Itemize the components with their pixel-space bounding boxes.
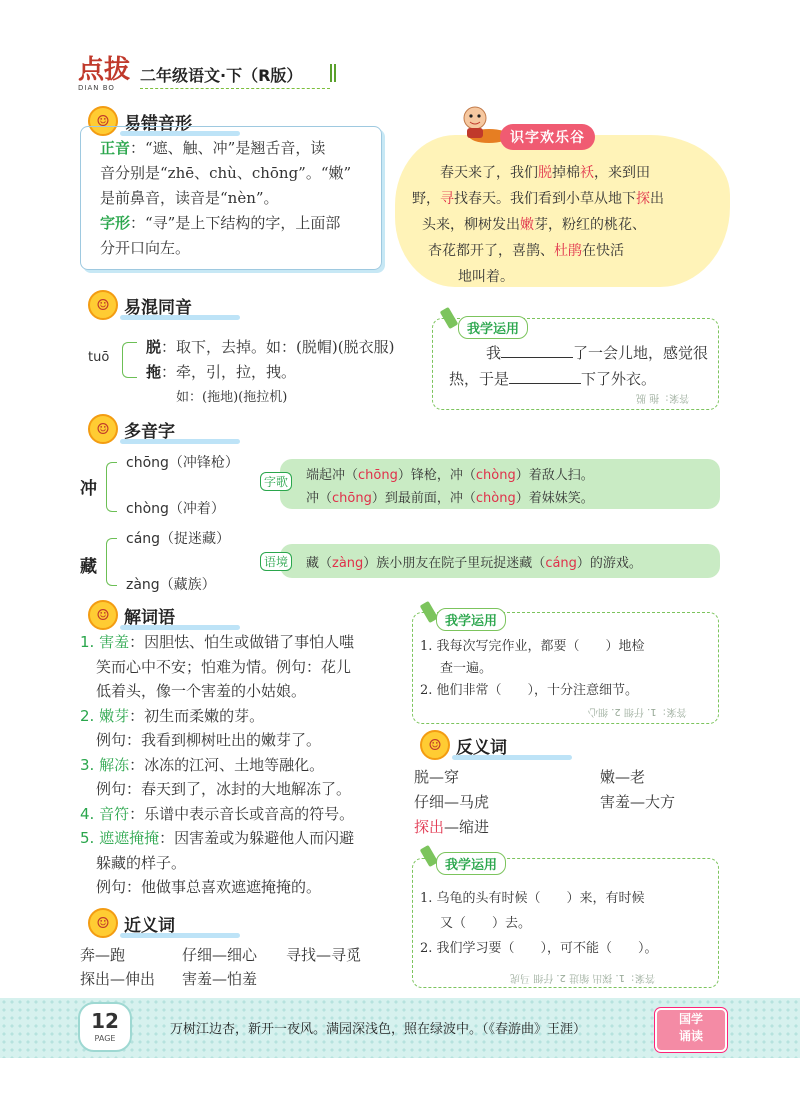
mascot-icon: ☺ bbox=[88, 908, 118, 938]
antonym-pair: 仔细—马虎 bbox=[414, 793, 490, 811]
jieci-line: 低着头，像一个害羞的小姑娘。 bbox=[96, 682, 307, 700]
jieci-line: 例句：他做事总喜欢遮遮掩掩的。 bbox=[96, 878, 322, 896]
chong-char: 冲 bbox=[80, 479, 97, 499]
guoxue-badge bbox=[655, 1008, 727, 1052]
jieci-line: 例句：春天到了，冰封的大地解冻了。 bbox=[96, 780, 352, 798]
page-number: 12 bbox=[91, 1009, 119, 1033]
synonym-pair: 奔—跑 bbox=[80, 946, 126, 964]
section-header-fanyi bbox=[420, 730, 507, 760]
section-title: 易混同音 bbox=[124, 297, 192, 318]
section-title: 易错音形 bbox=[124, 113, 192, 134]
synonym-pair: 仔细—细心 bbox=[182, 946, 258, 964]
practice3-answer: 答案：1. 探出 缩进 2. 仔细 马虎 bbox=[510, 972, 655, 983]
logo-text: 点拔 bbox=[78, 55, 131, 85]
cang-p2: zàng（藏族） bbox=[126, 577, 216, 593]
tuo-item-1: 脱：取下，去掉。如：(脱帽)(脱衣服) bbox=[146, 338, 395, 356]
zige-line1: 端起冲（chōng）锋枪，冲（chòng）着敌人扫。 bbox=[306, 468, 594, 483]
yujing-tag: 语境 bbox=[260, 552, 292, 571]
mascot-icon: ☺ bbox=[88, 290, 118, 320]
jieci-line: 2. 嫩芽：初生而柔嫩的芽。 bbox=[80, 706, 265, 725]
header-divider bbox=[140, 88, 330, 89]
section-title: 解词语 bbox=[124, 607, 175, 628]
page-number-box bbox=[78, 1002, 132, 1052]
chong-p1: chōng（冲锋枪） bbox=[126, 455, 239, 471]
practice1-line1: 我 了一会儿地，感觉很 bbox=[486, 344, 709, 362]
synonym-pair: 探出—伸出 bbox=[80, 970, 156, 988]
synonym-pair: 害羞—怕羞 bbox=[182, 970, 258, 988]
antonym-pair: 嫩—老 bbox=[600, 768, 646, 786]
badge-line1: 国学 bbox=[678, 1012, 703, 1026]
practice-tag: 我学运用 bbox=[436, 852, 506, 875]
jieci-line: 1. 害羞：因胆怯、怕生或做错了事怕人嗤 bbox=[80, 633, 355, 651]
yicuo-text: 正音：“遮、触、冲”是翘舌音，读 音分别是“zhē、chù、chōng”。“嫩” 是前鼻音，读音是“nèn”。 字形：“寻”是上下结构的字，上面部 分开口向左。 bbox=[100, 139, 352, 257]
logo-subtext: DIAN BO bbox=[78, 84, 115, 92]
badge-line2: 诵读 bbox=[678, 1029, 703, 1043]
antonym-pair: 脱—穿 bbox=[414, 768, 460, 786]
antonym-pair: 害羞—大方 bbox=[600, 793, 676, 811]
footer-poem: 万树江边杏，新开一夜风。满园深浅色，照在绿波中。（《春游曲》王涯） bbox=[170, 1022, 587, 1037]
chong-p2: chòng（冲着） bbox=[126, 501, 225, 517]
brace bbox=[106, 538, 117, 586]
section-header-yihun bbox=[88, 290, 192, 320]
jieci-line: 例句：我看到柳树吐出的嫩芽了。 bbox=[96, 731, 322, 749]
book-title: 二年级语文·下（R版） bbox=[140, 66, 303, 85]
mascot-icon: ☺ bbox=[88, 106, 118, 136]
antonym-pair: 探出—缩进 bbox=[414, 818, 490, 836]
mascot-icon: ☺ bbox=[420, 730, 450, 760]
synonym-pair: 寻找—寻觅 bbox=[286, 946, 362, 964]
section-header-duoyin bbox=[88, 414, 175, 444]
practice-tag: 我学运用 bbox=[436, 608, 506, 631]
practice3-content: 1. 乌龟的头有时候（ ）来，有时候 又（ ）去。 2. 我们学习要（ ），可不能（ ）。 bbox=[420, 891, 658, 956]
section-title: 多音字 bbox=[124, 421, 175, 442]
page-header bbox=[0, 0, 800, 95]
brace bbox=[122, 342, 137, 378]
jieci-line: 3. 解冻：冰冻的江河、土地等融化。 bbox=[80, 755, 325, 774]
practice1-answer: 答案：拖 脱 bbox=[636, 392, 690, 403]
mascot-icon: ☺ bbox=[88, 600, 118, 630]
tuo-pinyin: tuō bbox=[88, 350, 110, 365]
tuo-item-2: 拖：牵，引，拉，拽。 bbox=[146, 363, 297, 381]
zige-tag: 字歌 bbox=[260, 472, 292, 491]
section-title: 反义词 bbox=[456, 737, 507, 758]
section-title: 近义词 bbox=[124, 915, 175, 936]
tuo-example: 如：(拖地)(拖拉机) bbox=[176, 390, 288, 405]
jieci-line: 躲藏的样子。 bbox=[96, 853, 187, 872]
section-header-jinyi bbox=[88, 908, 175, 938]
section-header-jieci bbox=[88, 600, 175, 630]
mascot-icon: ☺ bbox=[88, 414, 118, 444]
zige-line2: 冲（chōng）到最前面，冲（chòng）着妹妹笑。 bbox=[306, 491, 594, 506]
page-label: PAGE bbox=[94, 1034, 116, 1043]
fun-valley-text: 春天来了，我们脱掉棉袄，来到田 野，寻找春天。我们看到小草从地下探出 头来，柳树发出嫩芽，粉红的桃花、 杏花都开了，喜鹊、杜鹃在快活 地叫着。 bbox=[412, 165, 664, 285]
jieci-line: 5. 遮遮掩掩：因害羞或为躲避他人而闪避 bbox=[80, 829, 355, 847]
title-bars-decoration bbox=[330, 64, 338, 84]
practice2-content: 1. 我每次写完作业，都要（ ）地检 查一遍。 2. 他们非常（ ），十分注意细节。 bbox=[420, 639, 645, 698]
jieci-line: 4. 音符：乐谱中表示音长或音高的符号。 bbox=[80, 804, 355, 823]
fun-valley-title: 识字欢乐谷 bbox=[500, 124, 595, 150]
jieci-line: 笑而心中不安；怕难为情。例句：花儿 bbox=[96, 657, 352, 676]
cang-char: 藏 bbox=[80, 557, 97, 577]
publisher-logo bbox=[78, 56, 136, 90]
yujing-line: 藏（zàng）族小朋友在院子里玩捉迷藏（cáng）的游戏。 bbox=[306, 556, 642, 571]
brace bbox=[106, 462, 117, 512]
jieci-list bbox=[80, 630, 390, 900]
practice1-line2: 热，于是 下了外衣。 bbox=[449, 370, 657, 388]
practice2-answer: 答案：1. 仔细 2. 细心 bbox=[588, 706, 687, 717]
practice-tag: 我学运用 bbox=[458, 316, 528, 339]
cang-p1: cáng（捉迷藏） bbox=[126, 531, 231, 547]
